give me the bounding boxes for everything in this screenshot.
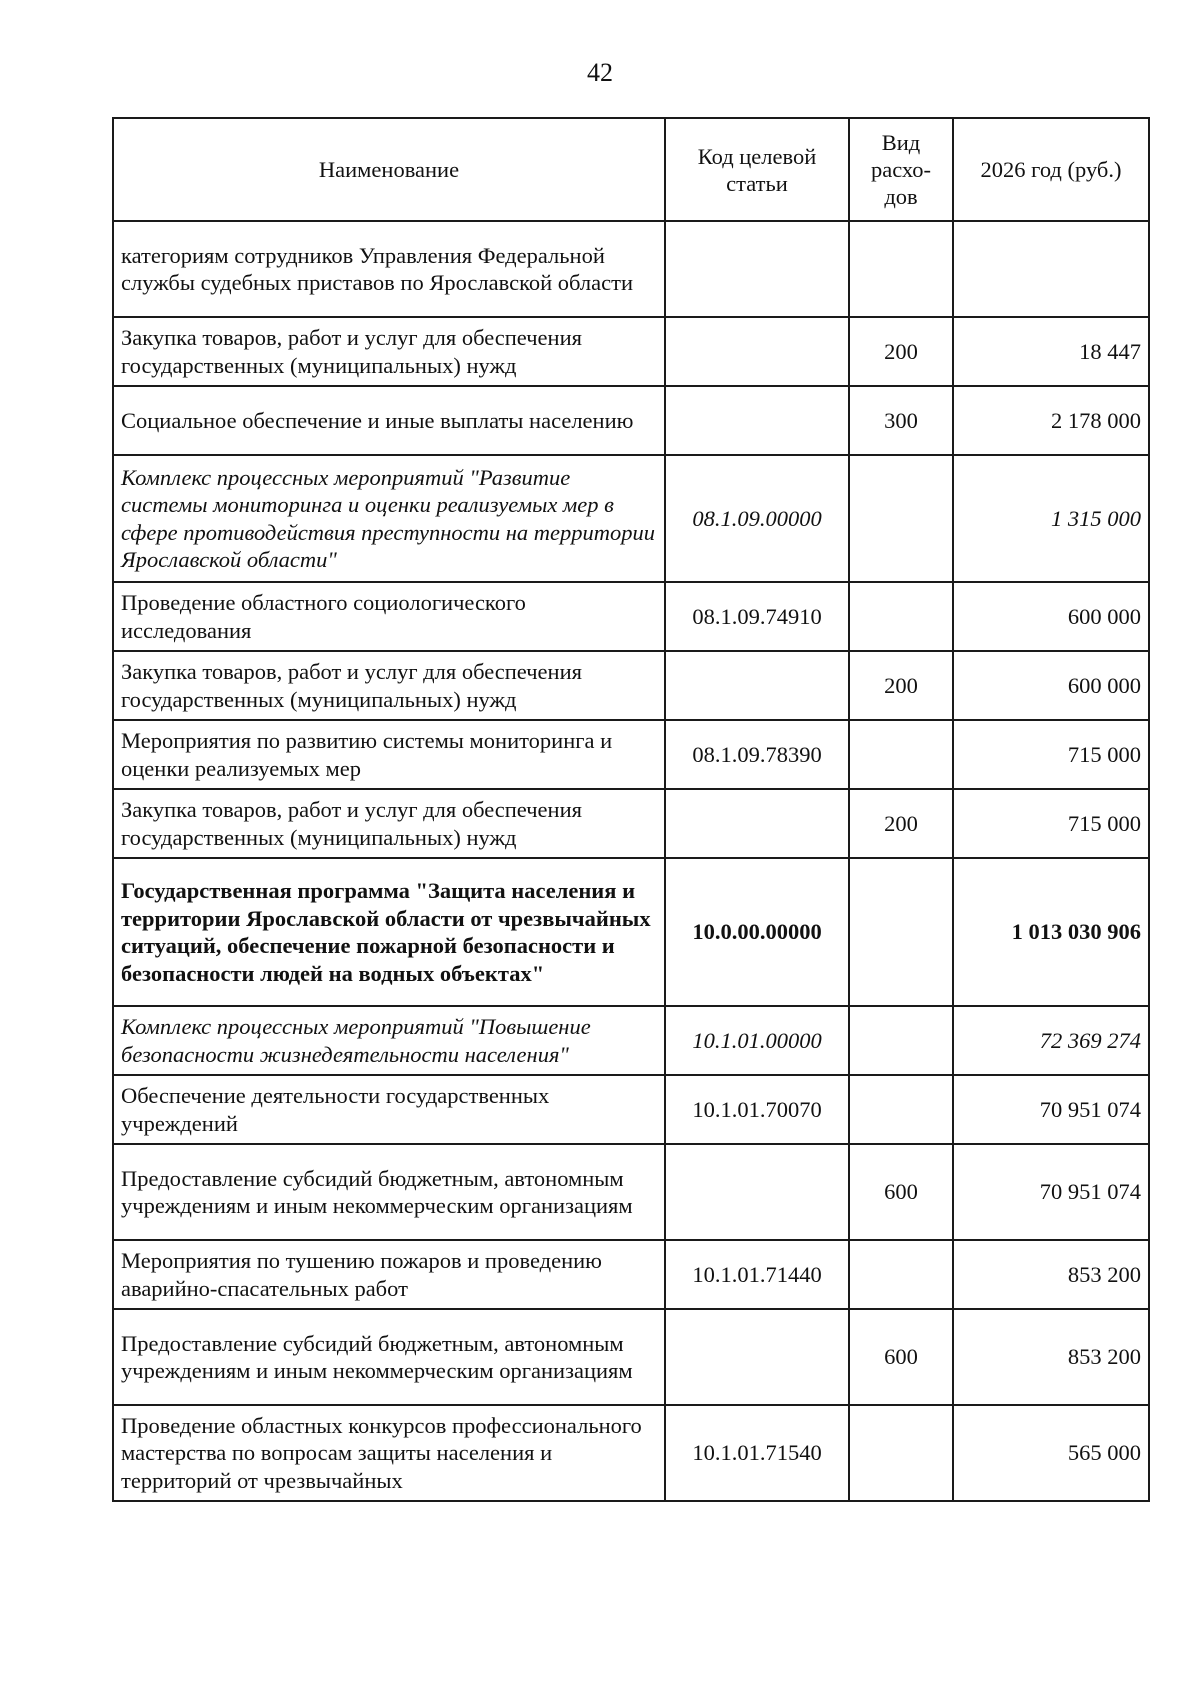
table-row — [113, 1144, 1149, 1240]
row-code-cell: 10.1.01.00000 — [665, 1006, 849, 1075]
row-code-cell: 10.1.01.71440 — [665, 1240, 849, 1309]
row-vid-cell — [849, 455, 953, 582]
row-code-cell — [665, 386, 849, 455]
table-row — [113, 858, 1149, 1006]
row-name-cell: Мероприятия по тушению пожаров и проведению аварийно-спасательных работ — [113, 1240, 665, 1309]
row-sum-cell: 70 951 074 — [953, 1075, 1149, 1144]
row-vid-cell — [849, 1405, 953, 1501]
table-row — [113, 1240, 1149, 1309]
row-code-cell — [665, 221, 849, 317]
table-header-row — [113, 118, 1149, 221]
table-row — [113, 221, 1149, 317]
row-code-cell: 08.1.09.00000 — [665, 455, 849, 582]
row-sum-cell: 853 200 — [953, 1240, 1149, 1309]
table-row — [113, 720, 1149, 789]
row-code-cell — [665, 651, 849, 720]
row-name-cell: категориям сотрудников Управления Федеральной службы судебных приставов по Ярославской области — [113, 221, 665, 317]
row-vid-cell — [849, 1240, 953, 1309]
table-row — [113, 1075, 1149, 1144]
row-code-cell — [665, 789, 849, 858]
header-code: Код целевой статьи — [665, 118, 849, 221]
row-name-cell: Предоставление субсидий бюджетным, автономным учреждениям и иным некоммерческим организациям — [113, 1309, 665, 1405]
row-name-cell: Проведение областных конкурсов профессионального мастерства по вопросам защиты населения и территорий от чрезвычайных — [113, 1405, 665, 1501]
row-sum-cell: 600 000 — [953, 651, 1149, 720]
row-code-cell: 08.1.09.78390 — [665, 720, 849, 789]
header-sum: 2026 год (руб.) — [953, 118, 1149, 221]
row-vid-cell: 200 — [849, 789, 953, 858]
row-code-cell: 10.1.01.70070 — [665, 1075, 849, 1144]
row-vid-cell — [849, 582, 953, 651]
row-name-cell: Обеспечение деятельности государственных учреждений — [113, 1075, 665, 1144]
table-row — [113, 582, 1149, 651]
row-code-cell — [665, 317, 849, 386]
row-name-cell: Закупка товаров, работ и услуг для обеспечения государственных (муниципальных) нужд — [113, 651, 665, 720]
row-name-cell: Предоставление субсидий бюджетным, автономным учреждениям и иным некоммерческим организациям — [113, 1144, 665, 1240]
table-row — [113, 1405, 1149, 1501]
row-sum-cell: 565 000 — [953, 1405, 1149, 1501]
header-name: Наименование — [113, 118, 665, 221]
row-vid-cell: 300 — [849, 386, 953, 455]
budget-table — [112, 117, 1150, 1502]
row-code-cell: 10.0.00.00000 — [665, 858, 849, 1006]
row-vid-cell — [849, 1075, 953, 1144]
row-sum-cell: 18 447 — [953, 317, 1149, 386]
table-row — [113, 317, 1149, 386]
row-vid-cell — [849, 1006, 953, 1075]
table-row — [113, 455, 1149, 582]
row-vid-cell — [849, 221, 953, 317]
row-sum-cell: 600 000 — [953, 582, 1149, 651]
row-vid-cell — [849, 720, 953, 789]
table-body — [113, 221, 1149, 1501]
row-sum-cell: 715 000 — [953, 789, 1149, 858]
row-vid-cell: 200 — [849, 651, 953, 720]
row-sum-cell: 2 178 000 — [953, 386, 1149, 455]
row-sum-cell: 70 951 074 — [953, 1144, 1149, 1240]
table-row — [113, 1309, 1149, 1405]
row-code-cell — [665, 1144, 849, 1240]
table-row — [113, 1006, 1149, 1075]
row-name-cell: Закупка товаров, работ и услуг для обеспечения государственных (муниципальных) нужд — [113, 317, 665, 386]
header-vid: Вид расхо-дов — [849, 118, 953, 221]
row-sum-cell: 853 200 — [953, 1309, 1149, 1405]
row-sum-cell: 72 369 274 — [953, 1006, 1149, 1075]
row-sum-cell: 715 000 — [953, 720, 1149, 789]
row-code-cell: 10.1.01.71540 — [665, 1405, 849, 1501]
row-vid-cell — [849, 858, 953, 1006]
row-name-cell: Комплекс процессных мероприятий "Развитие системы мониторинга и оценки реализуемых мер в сфере противодействия преступности на территории Ярославской области" — [113, 455, 665, 582]
row-sum-cell: 1 315 000 — [953, 455, 1149, 582]
row-code-cell: 08.1.09.74910 — [665, 582, 849, 651]
table-row — [113, 651, 1149, 720]
table-row — [113, 789, 1149, 858]
row-name-cell: Социальное обеспечение и иные выплаты населению — [113, 386, 665, 455]
table-row — [113, 386, 1149, 455]
row-sum-cell: 1 013 030 906 — [953, 858, 1149, 1006]
row-name-cell: Государственная программа "Защита населения и территории Ярославской области от чрезвычайных ситуаций, обеспечение пожарной безопасности и безопасности людей на водных объектах" — [113, 858, 665, 1006]
row-code-cell — [665, 1309, 849, 1405]
row-vid-cell: 600 — [849, 1309, 953, 1405]
row-sum-cell — [953, 221, 1149, 317]
row-name-cell: Закупка товаров, работ и услуг для обеспечения государственных (муниципальных) нужд — [113, 789, 665, 858]
row-vid-cell: 600 — [849, 1144, 953, 1240]
row-name-cell: Проведение областного социологического исследования — [113, 582, 665, 651]
page-number: 42 — [587, 58, 613, 87]
row-vid-cell: 200 — [849, 317, 953, 386]
row-name-cell: Комплекс процессных мероприятий "Повышение безопасности жизнедеятельности населения" — [113, 1006, 665, 1075]
row-name-cell: Мероприятия по развитию системы мониторинга и оценки реализуемых мер — [113, 720, 665, 789]
